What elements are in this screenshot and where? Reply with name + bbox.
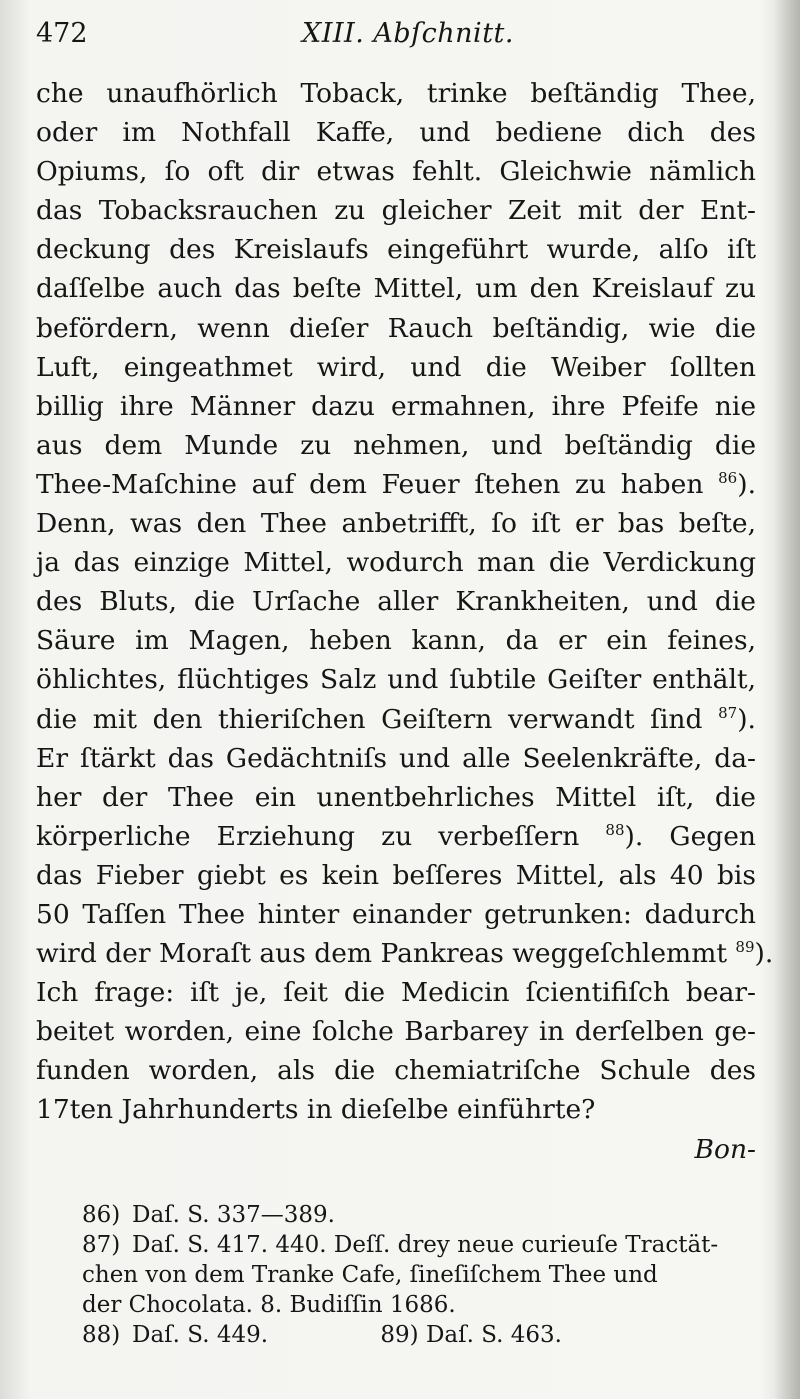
text-segment: wird der Moraſt aus dem Pankreas weggeſchlemmt <box>36 938 727 970</box>
text-line <box>36 465 756 504</box>
footnotes <box>82 1200 762 1350</box>
text-line: das Tobacksrauchen zu gleicher Zeit mit der Ent- <box>36 195 756 227</box>
footnote-number: 88) <box>82 1322 121 1348</box>
text-line: Luft, eingeathmet wird, und die Weiber ſollten <box>36 351 756 383</box>
text-line: Opiums, ſo oft dir etwas fehlt. Gleichwie nämlich <box>36 156 756 188</box>
text-line: her der Thee ein unentbehrliches Mittel iſt, die <box>36 781 756 813</box>
text-line: öhlichtes, flüchtiges Salz und ſubtile Geiſter enthält, <box>36 664 756 696</box>
body-text <box>36 74 774 1169</box>
catchword: Bon- <box>694 1133 756 1165</box>
text-line <box>36 934 774 973</box>
footnote-text: Daſ. S. 463. <box>425 1322 562 1348</box>
ref-tail: ). Gegen <box>624 820 756 852</box>
footnote-87-continued: chen von dem Tranke Cafe, ſineſiſchem Thee und <box>82 1262 658 1288</box>
text-line: billig ihre Männer dazu ermahnen, ihre Pfeife nie <box>36 390 756 422</box>
text-line: 50 Taſſen Thee hinter einander getrunken: dadurch <box>36 898 756 930</box>
text-line: aus dem Munde zu nehmen, und beſtändig die <box>36 429 756 461</box>
text-line: das Fieber giebt es kein beſſeres Mittel, als 40 bis <box>36 859 756 891</box>
footnote-89 <box>380 1320 562 1350</box>
text-line: Säure im Magen, heben kann, da er ein feines, <box>36 625 756 657</box>
text-line: deckung des Kreislaufs eingeführt wurde, alſo iſt <box>36 234 756 266</box>
text-line <box>36 700 756 739</box>
text-line: des Bluts, die Urſache aller Krankheiten, und die <box>36 586 756 618</box>
ref-tail: ). <box>737 468 756 500</box>
text-line: daſſelbe auch das beſte Mittel, um den Kreislauf zu <box>36 273 756 305</box>
footnote-ref-87[interactable]: 87 <box>718 703 738 722</box>
text-line: Ich frage: iſt je, ſeit die Medicin ſcientifiſch bear- <box>36 977 756 1009</box>
text-line: funden worden, als die chemiatriſche Schule des <box>36 1055 756 1087</box>
section-title: XIII. Abſchnitt. <box>302 18 514 49</box>
text-line <box>36 817 756 856</box>
footnote-number: 87) <box>82 1232 121 1258</box>
page-number: 472 <box>36 18 88 49</box>
text-line: oder im Nothfall Kaffe, und bediene dich des <box>36 117 756 149</box>
ref-tail: ). <box>754 938 774 970</box>
page-edge-shadow <box>774 0 800 1399</box>
text-segment: Thee-Maſchine auf dem Feuer ſtehen zu haben <box>36 468 704 500</box>
footnote-ref-89[interactable]: 89 <box>735 938 755 957</box>
footnote-ref-88[interactable]: 88 <box>605 820 625 839</box>
footnote-text: Daſ. S. 417. 440. Deſſ. drey neue curieuſe Tractät- <box>132 1232 719 1258</box>
footnote-87 <box>82 1230 762 1260</box>
text-segment: körperliche Erziehung zu verbeſſern <box>36 820 580 852</box>
text-line: Er ſtärkt das Gedächtniſs und alle Seelenkräfte, da- <box>36 742 756 774</box>
footnote-86 <box>82 1200 762 1230</box>
text-line: Denn, was den Thee anbetrifft, ſo iſt er bas beſte, <box>36 508 756 540</box>
footnote-number: 86) <box>82 1202 121 1228</box>
footnote-88 <box>82 1320 268 1350</box>
footnote-text: Daſ. S. 449. <box>132 1322 269 1348</box>
text-segment: die mit den thieriſchen Geiſtern verwandt ſind <box>36 703 703 735</box>
text-line: ja das einzige Mittel, wodurch man die Verdickung <box>36 547 756 579</box>
ref-tail: ). <box>737 703 756 735</box>
footnote-87-continued: der Chocolata. 8. Budiſſin 1686. <box>82 1292 456 1318</box>
text-line: 17ten Jahrhunderts in dieſelbe einführte? <box>36 1094 596 1126</box>
footnote-text: Daſ. S. 337—389. <box>132 1202 335 1228</box>
footnote-ref-86[interactable]: 86 <box>718 469 738 488</box>
text-line: beitet worden, eine ſolche Barbarey in derſelben ge- <box>36 1016 756 1048</box>
footnote-number: 89) <box>380 1322 419 1348</box>
footnote-row <box>82 1320 562 1350</box>
text-line: che unaufhörlich Toback, trinke beſtändig Thee, <box>36 78 756 109</box>
text-line: befördern, wenn dieſer Rauch beſtändig, wie die <box>36 312 756 344</box>
running-head <box>36 18 756 58</box>
